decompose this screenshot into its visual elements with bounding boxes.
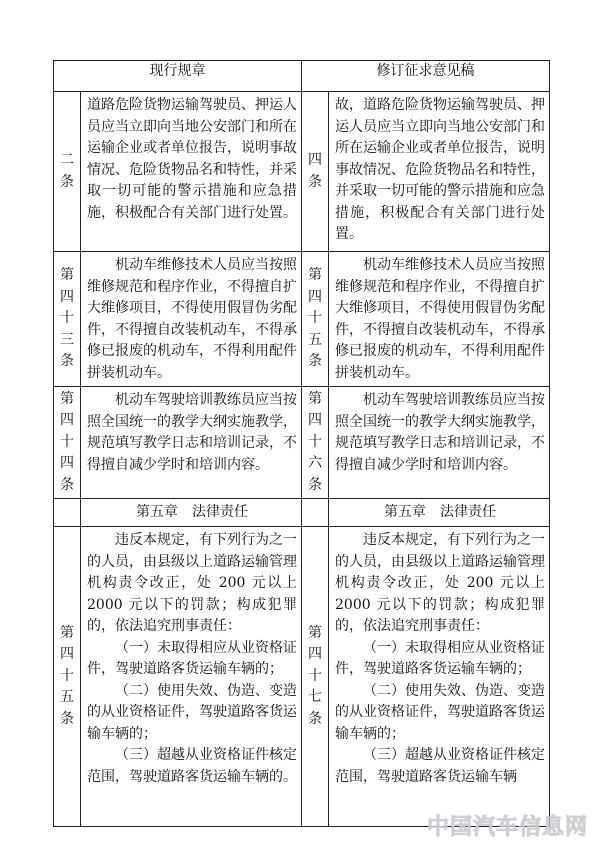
article-text-left <box>81 92 302 252</box>
article-label-right: 第四十六条 <box>302 387 329 499</box>
article-clause: （三）超越从业资格证件核定范围，驾驶道路客货运输车辆 <box>335 747 545 785</box>
article-clause: （二）使用失效、伪造、变造的从业资格证件，驾驶道路客货运输车辆的； <box>335 682 545 742</box>
article-label-right: 第四十七条 <box>302 527 329 827</box>
article-paragraph: 机动车驾驶培训教练员应当按照全国统一的教学大纲实施教学，规范填写教学日志和培训记录，不得擅自减少学时和培训内容。 <box>87 392 297 473</box>
article-paragraph: 机动车驾驶培训教练员应当按照全国统一的教学大纲实施教学，规范填写教学日志和培训记录，不得擅自减少学时和培训内容。 <box>335 392 545 473</box>
article-paragraph: 违反本规定，有下列行为之一的人员，由县级以上道路运输管理机构责令改正，处 200 元以上 2000 元以下的罚款；构成犯罪的，依法追究刑事责任： <box>87 532 297 634</box>
article-label-right: 第四十五条 <box>302 252 329 387</box>
article-clause: （一）未取得相应从业资格证件，驾驶道路客货运输车辆的； <box>335 639 545 677</box>
article-paragraph: 机动车维修技术人员应当按照维修规范和程序作业，不得擅自扩大维修项目，不得使用假冒伪劣配件，不得擅自改装机动车，不得承修已报废的机动车，不得利用配件拼装机动车。 <box>335 257 545 381</box>
article-text-right <box>329 387 550 499</box>
chapter-title-right: 第五章 法律责任 <box>329 499 550 527</box>
chapter-title-left: 第五章 法律责任 <box>81 499 302 527</box>
article-text-right <box>329 252 550 387</box>
article-clause: （二）使用失效、伪造、变造的从业资格证件，驾驶道路客货运输车辆的； <box>87 682 297 742</box>
header-revised-draft: 修订征求意见稿 <box>302 61 550 92</box>
article-clause: （三）超越从业资格证件核定范围，驾驶道路客货运输车辆的。 <box>87 747 297 785</box>
article-label-left: 二条 <box>54 92 81 252</box>
chapter-spacer-right <box>302 499 329 527</box>
article-paragraph: 机动车维修技术人员应当按照维修规范和程序作业，不得擅自扩大维修项目，不得使用假冒伪劣配件，不得擅自改装机动车，不得承修已报废的机动车，不得利用配件拼装机动车。 <box>87 257 297 381</box>
article-paragraph: 违反本规定，有下列行为之一的人员，由县级以上道路运输管理机构责令改正，处 200 元以上 2000 元以下的罚款；构成犯罪的，依法追究刑事责任： <box>335 532 545 634</box>
article-paragraph: 道路危险货物运输驾驶员、押运人员应当立即向当地公安部门和所在运输企业或者单位报告，说明事故情况、危险货物品名和特性，并采取一切可能的警示措施和应急措施，积极配合有关部门进行处置。 <box>87 97 297 221</box>
chapter-row <box>54 499 550 527</box>
header-current-rules: 现行规章 <box>54 61 302 92</box>
table-row <box>54 387 550 499</box>
table-row <box>54 92 550 252</box>
article-clause: （一）未取得相应从业资格证件，驾驶道路客货运输车辆的； <box>87 639 297 677</box>
article-text-left <box>81 252 302 387</box>
article-label-left: 第四十三条 <box>54 252 81 387</box>
site-watermark <box>427 810 588 841</box>
article-label-left: 第四十四条 <box>54 387 81 499</box>
article-text-left <box>81 527 302 827</box>
table-row <box>54 527 550 827</box>
chapter-spacer-left <box>54 499 81 527</box>
watermark-text: 中国汽车信息网 <box>426 815 588 840</box>
article-text-right <box>329 92 550 252</box>
table-row <box>54 252 550 387</box>
article-paragraph: 故，道路危险货物运输驾驶员、押运人员应当立即向当地公安部门和所在运输企业或者单位报告，说明事故情况、危险货物品名和特性，并采取一切可能的警示措施和应急措施，积极配合有关部门进行处置。 <box>335 97 545 242</box>
table-header-row <box>54 61 550 92</box>
article-label-right: 四条 <box>302 92 329 252</box>
article-text-left <box>81 387 302 499</box>
comparison-table <box>53 60 550 827</box>
article-text-right <box>329 527 550 827</box>
article-label-left: 第四十五条 <box>54 527 81 827</box>
